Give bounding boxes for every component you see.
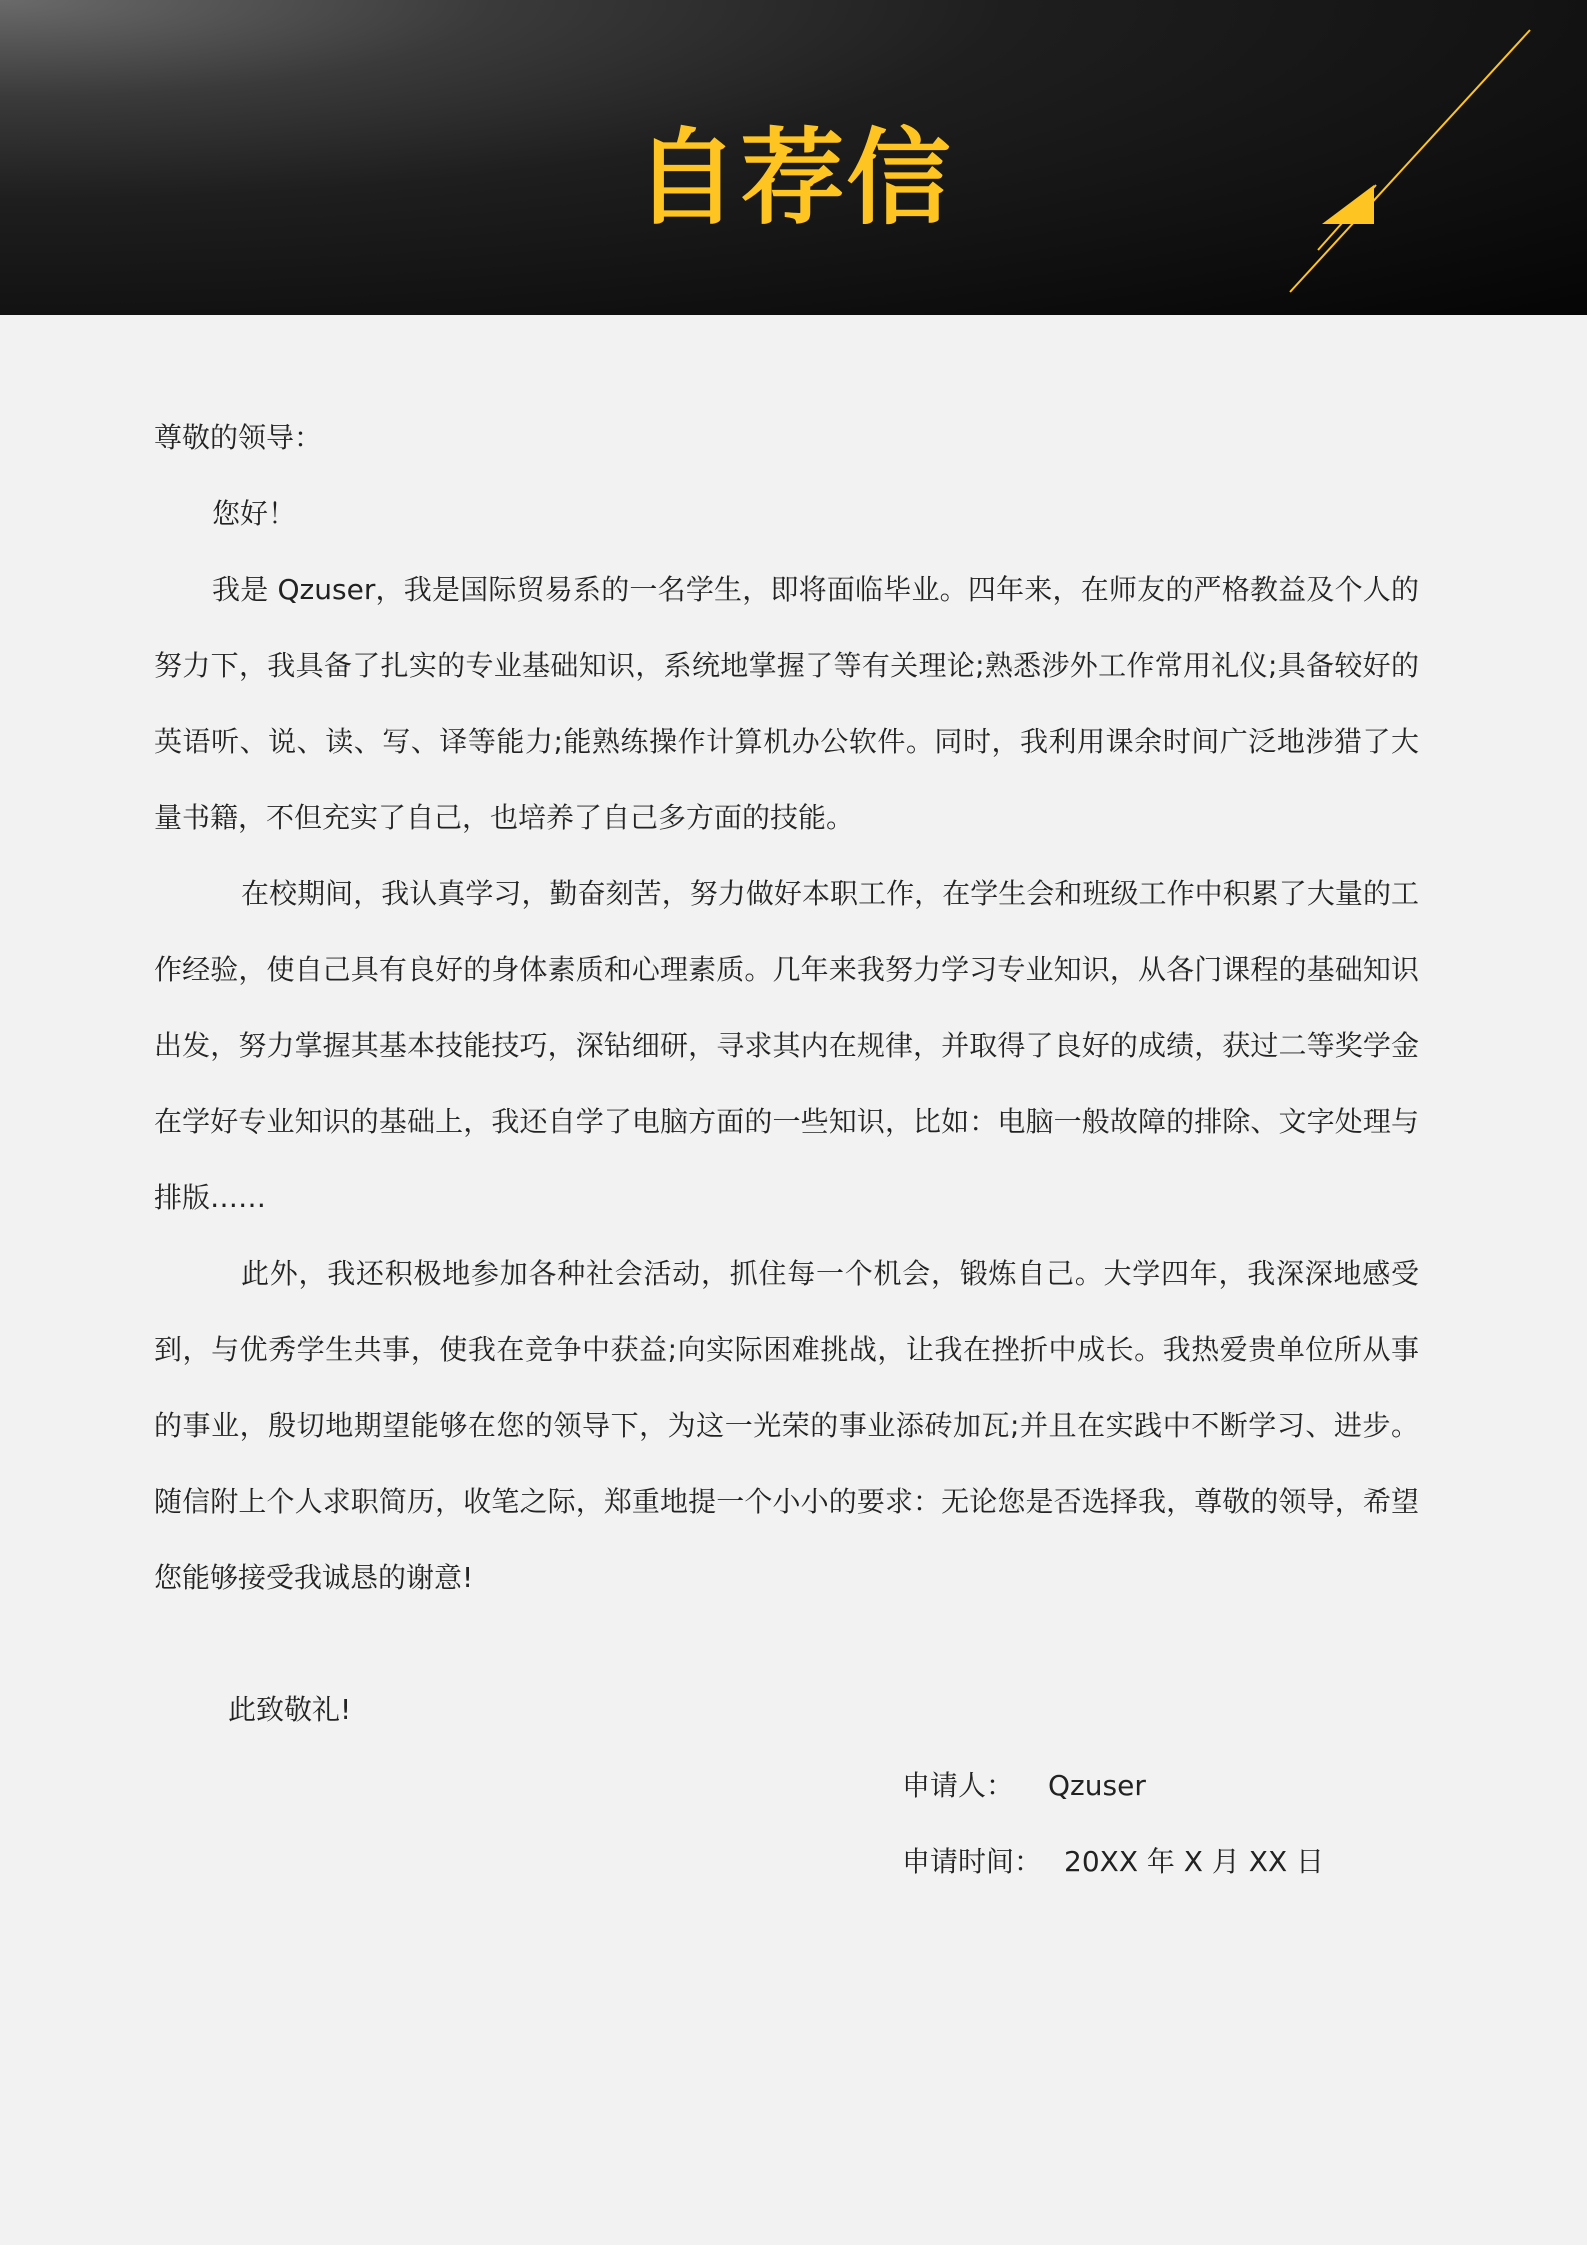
paragraph-school: 在校期间，我认真学习，勤奋刻苦，努力做好本职工作，在学生会和班级工作中积累了大量的工作经验，使自己具有良好的身体素质和心理素质。几年来我努力学习专业知识，从各门课程的基础知识出发，努力掌握其基本技能技巧，深钻细研，寻求其内在规律，并取得了良好的成绩，获过二等奖学金在学好专业知识的基础上，我还自学了电脑方面的一些知识，比如：电脑一般故障的排除、文字处理与排版…… [154, 877, 1419, 1214]
signature-block [902, 1748, 1324, 1900]
applicant-name: Qzuser [1048, 1769, 1146, 1802]
date-label: 申请时间： [902, 1845, 1043, 1878]
page-title: 自荐信 [634, 117, 953, 239]
date-value: 20XX 年 X 月 XX 日 [1064, 1845, 1325, 1878]
date-row [902, 1824, 1324, 1900]
letter-body [154, 400, 1419, 1616]
salutation: 尊敬的领导： [154, 421, 323, 454]
greeting: 您好！ [212, 497, 297, 530]
closing-line: 此致敬礼! [228, 1693, 352, 1726]
paragraph-activities: 此外，我还积极地参加各种社会活动，抓住每一个机会，锻炼自己。大学四年，我深深地感受到，与优秀学生共事，使我在竞争中获益;向实际困难挑战，让我在挫折中成长。我热爱贵单位所从事的事业，殷切地期望能够在您的领导下，为这一光荣的事业添砖加瓦;并且在实践中不断学习、进步。随信附上个人求职简历，收笔之际，郑重地提一个小小的要求：无论您是否选择我，尊敬的领导，希望您能够接受我诚恳的谢意! [154, 1257, 1419, 1594]
header-banner [0, 0, 1587, 315]
paragraph-intro: 我是 Qzuser，我是国际贸易系的一名学生，即将面临毕业。四年来，在师友的严格教益及个人的努力下，我具备了扎实的专业基础知识，系统地掌握了等有关理论;熟悉涉外工作常用礼仪;具备较好的英语听、说、读、写、译等能力;能熟练操作计算机办公软件。同时，我利用课余时间广泛地涉猎了大量书籍，不但充实了自己，也培养了自己多方面的技能。 [154, 573, 1419, 834]
applicant-row [902, 1748, 1324, 1824]
applicant-label: 申请人： [902, 1769, 1015, 1802]
